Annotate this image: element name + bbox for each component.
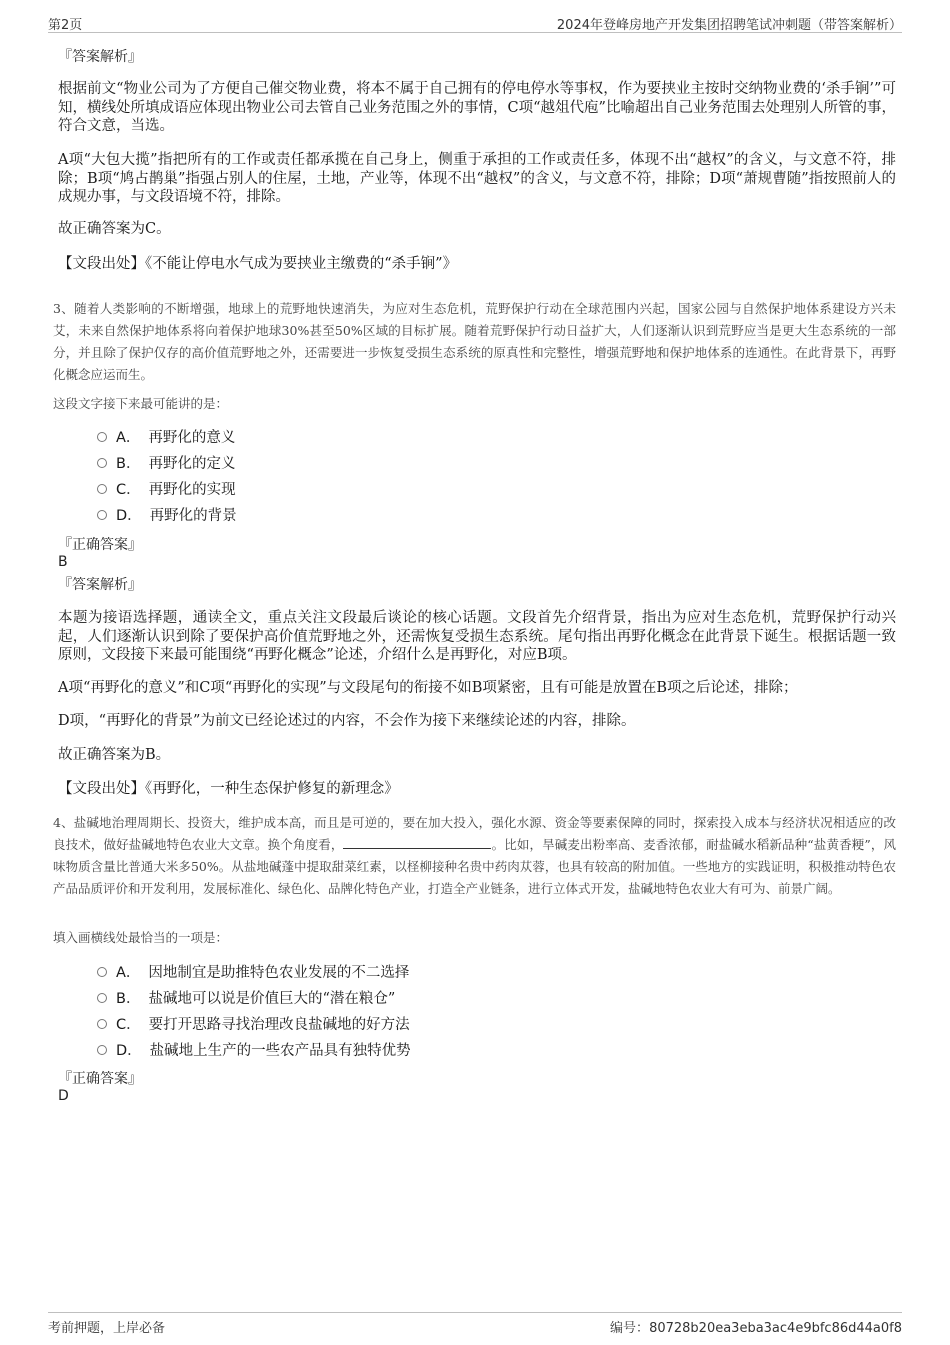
q3-analysis-label: 『答案解析』 [58, 577, 142, 593]
radio-icon[interactable] [97, 1019, 107, 1029]
document-code: 编号：80728b20ea3eba3ac4e9bfc86d44a0f8 [610, 1321, 902, 1336]
page-header [48, 14, 902, 33]
footer-slogan: 考前押题，上岸必备 [48, 1321, 166, 1336]
q4-option-c[interactable]: C． 要打开思路寻找治理改良盐碱地的好方法 [97, 1015, 410, 1035]
q3-question-text: 3、随着人类影响的不断增强，地球上的荒野地快速消失，为应对生态危机，荒野保护行动在全球范围内兴起，国家公园与自然保护地体系建设方兴未艾，未来自然保护地体系将向着保护地球30%甚至50%区域的目标扩展。随着荒野保护行动日益扩大，人们逐渐认识到荒野应当是更大生态系统的一部分，并且除了保护仅存的高价值荒野地之外，还需要进一步恢复受损生态系统的原真性和完整性，增强荒野地和保护地体系的连通性。在此背景下，再野化概念应运而生。 [53, 301, 896, 382]
q2-analysis-label: 『答案解析』 [58, 49, 142, 65]
q2-analysis-paragraph-1: 根据前文“物业公司为了方便自己催交物业费，将本不属于自己拥有的停电停水等事权，作为要挟业主按时交纳物业费的‘杀手锏’”可知，横线处所填成语应体现出物业公司去管自己业务范围之外的事情，C项“越俎代庖”比喻超出自己业务范围去处理别人所管的事，符合文意，当选。 [58, 81, 896, 134]
q4-answer-label: 『正确答案』 [58, 1071, 142, 1087]
page-number: 第2页 [48, 18, 83, 33]
radio-icon[interactable] [97, 510, 107, 520]
fill-in-blank [343, 836, 491, 849]
q4-option-a[interactable]: A． 因地制宜是助推特色农业发展的不二选择 [97, 963, 409, 983]
radio-icon[interactable] [97, 967, 107, 977]
q4-question-text: 4、盐碱地治理周期长、投资大，维护成本高，而且是可逆的，要在加大投入，强化水源、资金等要素保障的同时，探索投入成本与经济状况相适应的改良技术，做好盐碱地特色农业大文章。换个角度看， 。比如，旱碱麦出粉率高、麦香浓郁，耐盐碱水稻新品种“盐黄香粳”，风味物质含量比普通大米多50%。从盐地碱蓬中提取甜菜红素，以柽柳接种名贵中药肉苁蓉，也具有较高的附加值。一些地方的实践证明，积极推动特色农产品品质评价和开发利用，发展标准化、绿色化、品牌化特色产业，打造全产业链条，进行立体式开发，盐碱地特色农业大有可为、前景广阔。 [53, 815, 896, 896]
q4-option-b[interactable]: B． 盐碱地可以说是价值巨大的“潜在粮仓” [97, 989, 395, 1009]
q3-option-a[interactable]: A． 再野化的意义 [97, 428, 235, 448]
q4-answer: D [58, 1088, 69, 1104]
q4-prompt: 填入画横线处最恰当的一项是： [53, 930, 229, 945]
q3-conclusion: 故正确答案为B。 [58, 747, 171, 763]
q2-conclusion: 故正确答案为C。 [58, 221, 171, 237]
radio-icon[interactable] [97, 432, 107, 442]
q3-answer: B [58, 554, 68, 570]
q3-option-c[interactable]: C． 再野化的实现 [97, 480, 236, 500]
q2-analysis-paragraph-2: A项“大包大揽”指把所有的工作或责任都承揽在自己身上，侧重于承担的工作或责任多，体现不出“越权”的含义，与文意不符，排除；B项“鸠占鹊巢”指强占别人的住屋，土地，产业等，体现不出“越权”的含义，与文意不符，排除；D项“萧规曹随”指按照前人的成规办事，与文段语境不符，排除。 [58, 152, 896, 205]
q3-source: 【文段出处】《再野化，一种生态保护修复的新理念》 [58, 781, 399, 797]
document-title: 2024年登峰房地产开发集团招聘笔试冲刺题（带答案解析） [556, 18, 902, 33]
q4-option-d[interactable]: D． 盐碱地上生产的一些农产品具有独特优势 [97, 1041, 411, 1061]
q3-analysis-paragraph-1: 本题为接语选择题，通读全文，重点关注文段最后谈论的核心话题。文段首先介绍背景，指出为应对生态危机，荒野保护行动兴起，人们逐渐认识到除了要保护高价值荒野地之外，还需恢复受损生态系统。尾句指出再野化概念在此背景下诞生。根据话题一致原则，文段接下来最可能围绕“再野化概念”论述，介绍什么是再野化，对应B项。 [58, 610, 896, 663]
radio-icon[interactable] [97, 993, 107, 1003]
page-footer [48, 1312, 902, 1338]
q3-option-d[interactable]: D． 再野化的背景 [97, 506, 237, 526]
radio-icon[interactable] [97, 1045, 107, 1055]
radio-icon[interactable] [97, 458, 107, 468]
q3-analysis-paragraph-2: A项“再野化的意义”和C项“再野化的实现”与文段尾句的衔接不如B项紧密，且有可能是放置在B项之后论述，排除； [58, 680, 798, 696]
q3-option-b[interactable]: B． 再野化的定义 [97, 454, 235, 474]
radio-icon[interactable] [97, 484, 107, 494]
q3-prompt: 这段文字接下来最可能讲的是： [53, 396, 229, 411]
q3-answer-label: 『正确答案』 [58, 537, 142, 553]
q2-source: 【文段出处】《不能让停电水气成为要挟业主缴费的“杀手锏”》 [58, 256, 458, 272]
q3-analysis-paragraph-3: D项，“再野化的背景”为前文已经论述过的内容，不会作为接下来继续论述的内容，排除。 [58, 713, 636, 729]
